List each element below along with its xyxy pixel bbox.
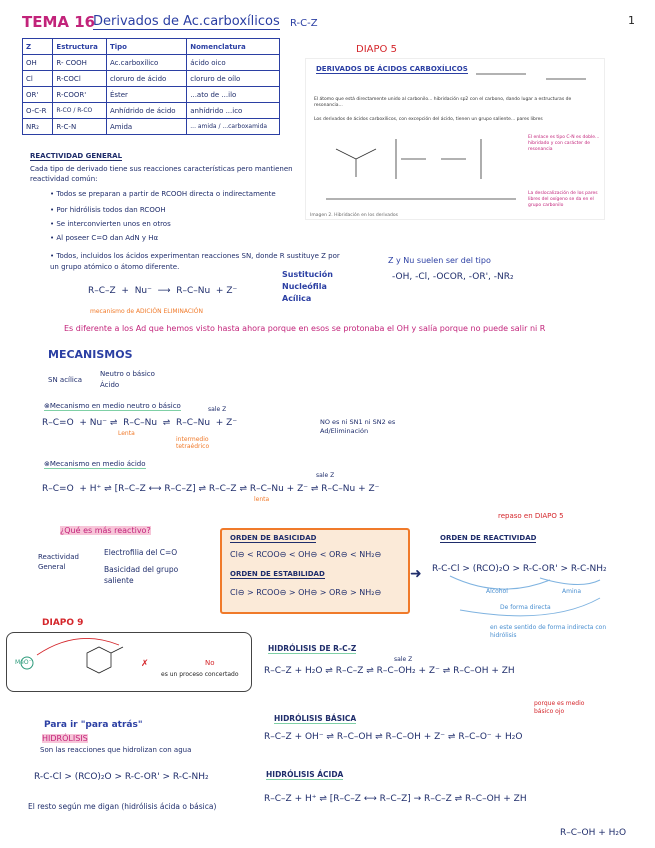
directa-label: De forma directa <box>500 604 551 611</box>
table-row <box>23 55 280 71</box>
bullet-item: • Se interconvierten unos en otros <box>50 220 171 228</box>
neutro-title: ⊗Mecanismo en medio neutro o básico <box>44 402 181 410</box>
hidrolisis-order: R-C-Cl > (RCO)₂O > R-C-OR' > R-C-NH₂ <box>34 772 209 782</box>
table-cell: Amida <box>106 119 186 135</box>
acido-title-text: Mecanismo en medio ácido <box>49 460 146 468</box>
reactivo-item: Electrofilia del C=O <box>104 548 178 557</box>
amina-label: Amina <box>562 588 582 595</box>
table-row <box>23 71 280 87</box>
lenta-label: lenta <box>254 496 270 503</box>
bullet-item: • Al poseer C=O dan AdN y Hα <box>50 234 159 242</box>
zynu-list: -OH, -Cl, -OCOR, -OR', -NR₂ <box>392 272 514 282</box>
mechanism-label: mecanismo de ADICIÓN ELIMINACIÓN <box>90 308 204 315</box>
slide-text: Los derivados de ácidos carboxílicos, con excepción del ácido, tienen un grupo saliente... pares libres <box>314 117 543 122</box>
table-row <box>23 103 280 119</box>
diapo9-label: DIAPO 9 <box>42 618 84 628</box>
reactivity-arrows <box>440 570 640 630</box>
table-header: Tipo <box>106 39 186 55</box>
slide-side-note: El enlace es tipo C-N es doble... hibridado y con carácter de resonancia <box>528 135 600 152</box>
estabilidad-order: Cl⊖ > RCOO⊖ > OH⊖ > OR⊖ > NH₂⊖ <box>230 588 382 597</box>
no-sn-note: NO es ni SN1 ni SN2 es Ad/Eliminación <box>320 418 396 435</box>
orden-reactividad: R-C-Cl > (RCO)₂O > R-C-OR' > R-C-NH₂ <box>432 564 607 574</box>
sust-label: Acílica <box>282 294 312 303</box>
diferente-note: Es diferente a los Ad que hemos visto hasta ahora porque en esos se protonaba el OH y salía porque no puede salir ni R <box>64 324 546 333</box>
slide-text: El átomo que está directamente unido al carbonilo... hibridación sp2 con el carbono, dando lugar a estructuras de resonancia... <box>314 97 572 108</box>
basicidad-order: Cl⊖ < RCOO⊖ < OH⊖ < OR⊖ < NH₂⊖ <box>230 550 382 559</box>
table-cell: R- COOH <box>53 55 107 71</box>
orden-title: ORDEN DE REACTIVIDAD <box>440 534 537 542</box>
estabilidad-title: ORDEN DE ESTABILIDAD <box>230 570 325 578</box>
reactividad-general-label: Reactividad General <box>38 553 79 571</box>
basica-mechanism: R–C–Z + OH⁻ ⇌ R–C–OH ⇌ R–C–OH + Z⁻ ⇌ R–C–O⁻ + H₂O <box>264 732 523 742</box>
reactivo-item: Basicidad del grupo saliente <box>104 565 179 585</box>
porque-note: porque es medio básico ojo <box>534 700 585 715</box>
acido-title: ⊗Mecanismo en medio ácido <box>44 460 146 468</box>
bullet-item: • Todos se preparan a partir de RCOOH directa o indirectamente <box>50 190 276 198</box>
bullet-text: Todos, incluidos los ácidos experimentan reacciones SN, donde R sustituye Z por un grupo atómico o átomo diferente. <box>50 252 340 271</box>
header-formula: R-C-Z <box>290 18 318 29</box>
table-cell: Ac.carboxílico <box>106 55 186 71</box>
slide-image <box>305 58 605 220</box>
slide-side-note: La deslocalización de los pares libres del oxígeno se da en el grupo carbonilo <box>528 191 598 208</box>
tema-title: TEMA 16 <box>22 13 96 31</box>
repaso-note: repaso en DIAPO 5 <box>498 512 564 520</box>
mo-label: MeO⁻ <box>15 659 32 666</box>
hidrolisis-mechanism: R–C–Z + H₂O ⇌ R–C–Z ⇌ R–C–OH₂ + Z⁻ ⇌ R–C–OH + ZH <box>264 666 515 676</box>
diapo9-box <box>6 632 252 692</box>
table-cell: R-COOR' <box>53 87 107 103</box>
table-cell: ...ato de ...ilo <box>187 87 280 103</box>
cross-icon: ✗ <box>141 659 149 669</box>
bullet-text: Se interconvierten unos en otros <box>56 220 171 228</box>
table-cell: OH <box>23 55 53 71</box>
basicidad-box <box>220 528 410 614</box>
table-cell: NR₂ <box>23 119 53 135</box>
bullet-text: Por hidrólisis todos dan RCOOH <box>56 206 166 214</box>
intermedio-label: intermedio tetraédrico <box>176 436 210 450</box>
table-row <box>23 87 280 103</box>
bullet-item: • Todos, incluidos los ácidos experimentan reacciones SN, donde R sustituye Z por un grupo atómico o átomo diferente. <box>50 252 340 271</box>
bullet-text: Al poseer C=O dan AdN y Hα <box>56 234 159 242</box>
reactividad-title: REACTIVIDAD GENERAL <box>30 152 123 160</box>
slide-structures-diagram <box>306 59 604 219</box>
sn-option: Neutro o básico <box>100 370 155 378</box>
table-header: Nomenclatura <box>187 39 280 55</box>
hidrolisis-rcz-title: HIDRÓLISIS DE R-C-Z <box>268 644 357 653</box>
atras-title: Para ir "para atrás" <box>44 720 143 730</box>
page-title: Derivados de Ac.carboxílicos <box>93 14 280 29</box>
indirecta-label: en este sentido de forma indirecta con hidrólisis <box>490 624 607 639</box>
table-row <box>23 119 280 135</box>
acida-product: R–C–OH + H₂O <box>560 828 627 838</box>
table-cell: ácido oico <box>187 55 280 71</box>
derivatives-table <box>22 38 280 135</box>
table-cell: R-C-N <box>53 119 107 135</box>
sust-label: Nucleófila <box>282 282 327 291</box>
table-cell: cloruro de oílo <box>187 71 280 87</box>
hidrolisis-title: HIDRÓLISIS <box>42 734 88 743</box>
basicidad-title: ORDEN DE BASICIDAD <box>230 534 317 542</box>
sale-z-label: sale Z <box>208 406 227 413</box>
table-cell: OR' <box>23 87 53 103</box>
sn-reaction: R–C–Z + Nu⁻ ⟶ R–C–Nu + Z⁻ <box>88 286 238 296</box>
no-label: No <box>205 659 215 667</box>
table-cell: Éster <box>106 87 186 103</box>
bullet-item: • Por hidrólisis todos dan RCOOH <box>50 206 166 214</box>
arrow-icon: ➜ <box>410 566 422 582</box>
resto-note: El resto según me digan (hidrólisis ácida o básica) <box>28 802 217 811</box>
sale-z-label: sale Z <box>316 472 335 479</box>
reactividad-intro: Cada tipo de derivado tiene sus reacciones características pero mantienen reactividad común: <box>30 165 293 183</box>
table-cell: R-COCl <box>53 71 107 87</box>
neutro-title-text: Mecanismo en medio neutro o básico <box>49 402 181 410</box>
table-cell: ... amida / ...carboxamida <box>187 119 280 135</box>
table-header-row <box>23 39 280 55</box>
table-cell: cloruro de ácido <box>106 71 186 87</box>
proceso-label: es un proceso concertado <box>161 671 239 678</box>
bullet-text: Todos se preparan a partir de RCOOH directa o indirectamente <box>56 190 276 198</box>
sn-option: Ácido <box>100 381 120 389</box>
alcohol-label: Alcohol <box>486 588 508 595</box>
table-cell: Cl <box>23 71 53 87</box>
reactivo-question: ¿Qué es más reactivo? <box>60 526 151 535</box>
table-header: Z <box>23 39 53 55</box>
table-cell: R-CO / R-CO <box>53 103 107 119</box>
table-header: Estructura <box>53 39 107 55</box>
table-cell: O-C-R <box>23 103 53 119</box>
slide-title: DERIVADOS DE ÁCIDOS CARBOXÍLICOS <box>316 65 468 73</box>
table-cell: Anhídrido de ácido <box>106 103 186 119</box>
hidrolisis-acida-title: HIDRÓLISIS ÁCIDA <box>266 770 344 779</box>
slide-caption: Imagen 2. Hibridación en los derivados <box>310 213 398 218</box>
hidrolisis-desc: Son las reacciones que hidrolizan con agua <box>40 746 192 754</box>
sale-z-label: sale Z <box>394 656 413 663</box>
table-cell: anhídrido ...ico <box>187 103 280 119</box>
sust-label: Sustitución <box>282 270 333 279</box>
sn-acilica: SN acílica <box>48 376 83 384</box>
neutro-mechanism: R–C=O + Nu⁻ ⇌ R–C–Nu ⇌ R–C–Nu + Z⁻ <box>42 418 238 428</box>
hidrolisis-basica-title: HIDRÓLISIS BÁSICA <box>274 714 357 723</box>
zynu-note: Z y Nu suelen ser del tipo <box>388 256 491 265</box>
mecanismos-title: MECANISMOS <box>48 348 133 361</box>
acida-mechanism: R–C–Z + H⁺ ⇌ [R–C–Z ⟷ R–C–Z] → R–C–Z ⇌ R–C–OH + ZH <box>264 794 527 804</box>
lenta-label: Lenta <box>118 430 135 437</box>
diapo5-label: DIAPO 5 <box>356 44 397 55</box>
acido-mechanism: R–C=O + H⁺ ⇌ [R–C–Z ⟷ R–C–Z] ⇌ R–C–Z ⇌ R–C–Nu + Z⁻ ⇌ R–C–Nu + Z⁻ <box>42 484 380 494</box>
page-number: 1 <box>628 14 635 27</box>
